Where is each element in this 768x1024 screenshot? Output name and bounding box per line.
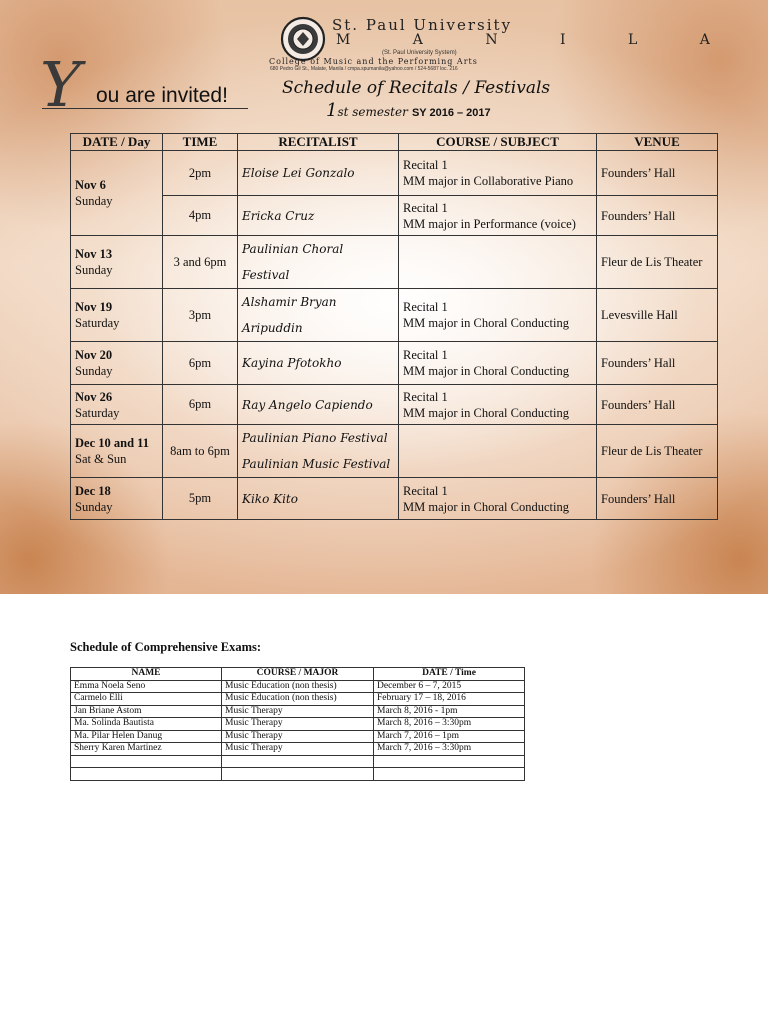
date-cell [71,236,163,289]
course-cell [399,151,597,196]
table-row [71,705,525,718]
venue-cell: Founders’ Hall [597,196,718,236]
column-header: VENUE [597,134,718,151]
column-header: COURSE / SUBJECT [399,134,597,151]
recitalist-cell: Ericka Cruz [238,196,399,236]
university-seal-icon [280,16,326,62]
course-cell: Music Therapy [222,743,374,756]
column-header: COURSE / MAJOR [222,668,374,681]
recitalist-line: Aripuddin [242,321,303,335]
day-label: Sunday [75,364,113,378]
table-row [71,342,718,385]
course-cell [399,342,597,385]
table-row [71,196,718,236]
date-label: Dec 10 and 11 [75,436,149,450]
day-label: Sunday [75,499,113,514]
course-cell: Music Education (non thesis) [222,693,374,706]
date-cell: March 7, 2016 – 3:30pm [374,743,525,756]
table-row [71,743,525,756]
recital-schedule-table [70,133,718,520]
exams-table [70,667,525,781]
column-header: RECITALIST [238,134,399,151]
time-cell: 6pm [163,342,238,385]
course-cell [399,425,597,478]
course-cell: Music Education (non thesis) [222,680,374,693]
empty-cell [374,755,525,768]
venue-cell: Fleur de Lis Theater [597,236,718,289]
university-name: St. Paul University [332,16,513,34]
course-line: Recital 1 [403,200,448,215]
time-cell: 6pm [163,385,238,425]
table-row [71,385,718,425]
course-line: Recital 1 [403,300,448,314]
course-line: MM major in Collaborative Piano [403,174,574,188]
date-label: Nov 6 [75,178,106,192]
date-cell [71,478,163,520]
table-row [71,425,718,478]
date-cell: March 7, 2016 – 1pm [374,730,525,743]
name-cell: Carmelo Elli [71,693,222,706]
date-label: Nov 20 [75,348,113,362]
course-cell: Music Therapy [222,718,374,731]
course-line: MM major in Choral Conducting [403,499,569,514]
course-cell [399,289,597,342]
recitalist-cell: Eloise Lei Gonzalo [238,151,399,196]
date-label: Dec 18 [75,483,111,498]
course-cell: Music Therapy [222,705,374,718]
recitalist-cell [238,289,399,342]
course-cell [399,478,597,520]
name-cell: Sherry Karen Martinez [71,743,222,756]
table-row [71,478,718,520]
date-cell [71,342,163,385]
recitalist-line: Paulinian Music Festival [242,457,391,471]
day-label: Sat & Sun [75,452,127,466]
recitalist-cell: Kayina Pfotokho [238,342,399,385]
empty-cell [71,768,222,781]
table-row [71,718,525,731]
column-header: TIME [163,134,238,151]
exams-title: Schedule of Comprehensive Exams: [70,640,262,654]
day-label: Sunday [75,263,113,277]
empty-cell [222,755,374,768]
table-row [71,289,718,342]
course-line: Recital 1 [403,389,448,404]
table-header-row [71,668,525,681]
recitalist-cell: Kiko Kito [238,478,399,520]
name-cell: Ma. Solinda Bautista [71,718,222,731]
day-label: Sunday [75,194,113,208]
course-cell [399,236,597,289]
empty-table-row [71,768,525,781]
invite-text: ou are invited! [96,84,228,107]
date-label: Nov 26 [75,389,113,404]
time-cell: 3 and 6pm [163,236,238,289]
date-cell [71,289,163,342]
course-line: Recital 1 [403,348,448,362]
college-name: College of Music and the Performing Arts [269,57,478,66]
table-header-row [71,134,718,151]
time-cell: 5pm [163,478,238,520]
date-cell [71,425,163,478]
course-line: MM major in Choral Conducting [403,364,569,378]
time-cell: 3pm [163,289,238,342]
recitalist-cell: Paulinian Choral Festival [238,236,399,289]
table-row [71,693,525,706]
date-cell [71,385,163,425]
date-cell: March 8, 2016 - 1pm [374,705,525,718]
invite-initial: Y [40,48,81,121]
name-cell: Jan Briane Astom [71,705,222,718]
course-line: MM major in Choral Conducting [403,316,569,330]
course-cell [399,196,597,236]
venue-cell: Founders’ Hall [597,478,718,520]
venue-cell: Fleur de Lis Theater [597,425,718,478]
empty-cell [374,768,525,781]
day-label: Saturday [75,316,120,330]
recitalist-line: Paulinian Piano Festival [242,431,388,445]
semester-label: st semester [337,105,408,119]
university-city: M A N I L A [336,32,739,48]
course-cell: Music Therapy [222,730,374,743]
column-header: NAME [71,668,222,681]
name-cell: Emma Noela Seno [71,680,222,693]
recitalist-line: Alshamir Bryan [242,295,337,309]
school-year: SY 2016 – 2017 [411,107,491,119]
date-cell: December 6 – 7, 2015 [374,680,525,693]
schedule-title: Schedule of Recitals / Festivals [282,78,551,98]
empty-cell [222,768,374,781]
table-row [71,151,718,196]
day-label: Saturday [75,405,120,420]
recitalist-cell: Ray Angelo Capiendo [238,385,399,425]
time-cell: 4pm [163,196,238,236]
date-cell: February 17 – 18, 2016 [374,693,525,706]
date-label: Nov 19 [75,300,113,314]
date-cell: March 8, 2016 – 3:30pm [374,718,525,731]
time-cell: 2pm [163,151,238,196]
table-row [71,680,525,693]
semester-line [326,100,491,121]
invite-underline [42,108,248,109]
semester-number: 1 [326,100,338,121]
course-line: MM major in Choral Conducting [403,405,569,420]
empty-cell [71,755,222,768]
venue-cell: Founders’ Hall [597,151,718,196]
date-label: Nov 13 [75,247,113,261]
venue-cell: Founders’ Hall [597,342,718,385]
course-cell [399,385,597,425]
college-address: 680 Pedro Gil St., Malate, Manila / cmpa.spumanila@yahoo.com / 524-5687 loc. 216 [270,66,458,72]
course-line: MM major in Performance (voice) [403,216,576,231]
university-system: (St. Paul University System) [382,50,457,56]
column-header: DATE / Day [71,134,163,151]
name-cell: Ma. Pilar Helen Danug [71,730,222,743]
time-cell: 8am to 6pm [163,425,238,478]
date-cell [71,151,163,236]
table-row [71,236,718,289]
course-line: Recital 1 [403,158,448,172]
column-header: DATE / Time [374,668,525,681]
venue-cell: Founders’ Hall [597,385,718,425]
recitalist-cell [238,425,399,478]
venue-cell: Levesville Hall [597,289,718,342]
empty-table-row [71,755,525,768]
course-line: Recital 1 [403,483,448,498]
table-row [71,730,525,743]
